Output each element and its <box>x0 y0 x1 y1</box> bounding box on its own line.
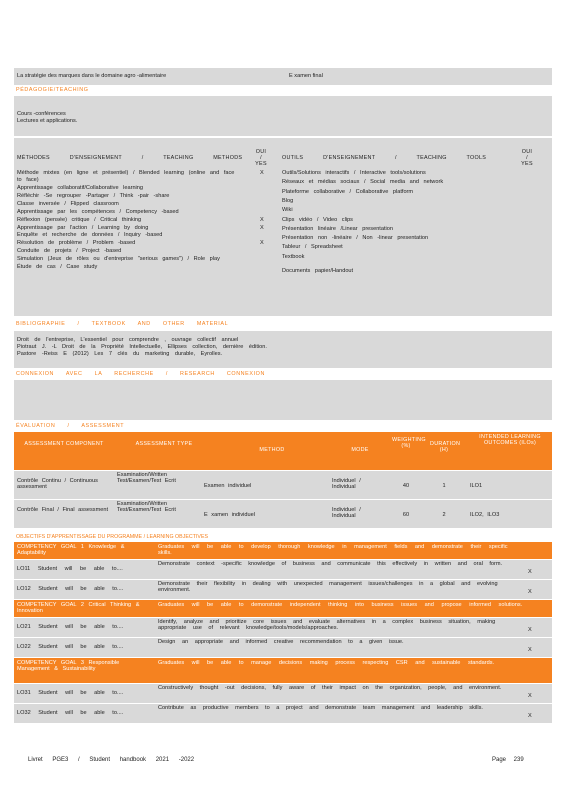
tool-item: Tableur / Spreadsheet <box>282 244 343 251</box>
lo-mark: X <box>528 589 532 595</box>
pedagogy-title: PÉDAGOGIE/TEACHING <box>16 87 89 93</box>
lo-id: LO11 Student will be able to.... <box>17 566 123 572</box>
objectives-title: OBJECTIFS D'APPRENTISSAGE DU PROGRAMME / LEARNING OBJECTIVES <box>16 534 209 540</box>
pedagogy-line-1: Cours -conférences <box>17 111 66 117</box>
lo-mark: X <box>528 693 532 699</box>
competency-goal-row <box>14 600 552 617</box>
lo-mark: X <box>528 627 532 633</box>
learning-objective-row <box>14 618 552 637</box>
competency-goal-label: COMPETENCY GOAL 1 Knowledge & Adaptability <box>17 544 125 557</box>
lo-text: Design an appropriate and informed creative recommendation to a given issue. <box>158 639 404 645</box>
method-item: Apprentissage par l'action / Learning by doing <box>17 224 149 231</box>
lo-text: Identify, analyze and prioritize core issues and evaluate alternatives in a complex business situation, making appropriate use of relevant knowledge/tools/models/approaches. <box>158 619 496 632</box>
evaluation-title: ÉVALUATION / ASSESSMENT <box>16 423 125 429</box>
evaluation-row <box>14 500 552 528</box>
method-item: Apprentissage collaboratif/Collaborative learning <box>17 185 144 191</box>
method-item: Enquête et recherche de données / Inquiry -based <box>17 232 163 239</box>
research-box <box>14 380 552 420</box>
methods-box <box>14 138 552 316</box>
eval-mode: Individuel / Individual <box>332 478 361 491</box>
method-item: Étude de cas / Case study <box>17 264 98 270</box>
lo-mark: X <box>528 569 532 575</box>
lo-mark: X <box>528 713 532 719</box>
method-item: Résolution de problème / Problem -based <box>17 240 136 247</box>
lo-id: LO21 Student will be able to.... <box>17 624 124 630</box>
learning-objective-row <box>14 638 552 657</box>
methods-yes-header: OUI / YES <box>255 149 267 167</box>
bibliography-line-2: Piotraut J. -L Droit de la Propriété Intellectuelle, Ellipses collection, dernière édition. <box>17 344 267 350</box>
eval-weighting: 40 <box>402 483 410 489</box>
header-mode: MODE <box>351 447 369 453</box>
pedagogy-box <box>14 96 552 136</box>
method-item: Méthode mixtes (en ligne et présentiel) / Blended learning (online and face to face) <box>17 170 235 183</box>
footer-page: Page 239 <box>492 757 524 763</box>
competency-goal-text: Graduates will be able to manage decisions making process respecting CSR and sustainable standards. <box>158 660 495 666</box>
lo-id: LO32 Student will be able to.... <box>17 710 124 716</box>
tool-item: Présentation linéaire /Linear presentation <box>282 225 393 232</box>
footer-left: Livret PGE3 / Student handbook 2021 -2022 <box>28 757 195 763</box>
learning-objective-row <box>14 560 552 579</box>
lo-text: Demonstrate context -specific knowledge of business and communicate this effectively in written and oral form. <box>158 561 503 567</box>
competency-goal-text: Graduates will be able to demonstrate independent thinking into business issues and propose informed solutions. <box>158 602 523 608</box>
eval-weighting: 60 <box>402 512 410 518</box>
evaluation-header-row <box>14 432 552 470</box>
lo-id: LO22 Student will be able to.... <box>17 644 124 650</box>
tool-item: Wiki <box>282 207 293 214</box>
eval-method: Examen individuel <box>204 483 252 489</box>
course-title: La stratégie des marques dans le domaine agro -alimentaire <box>17 73 167 79</box>
header-duration: DURATION (H) <box>430 441 461 454</box>
exam-type: E xamen final <box>289 73 323 79</box>
method-mark: X <box>260 224 264 231</box>
method-mark: X <box>260 216 264 223</box>
header-weighting: WEIGHTING (%) <box>392 437 426 450</box>
bibliography-box <box>14 331 552 368</box>
eval-component: Contrôle Final / Final assessment <box>17 507 109 513</box>
method-item: Simulation (Jeux de rôles ou d'entreprise "serious games") / Role play <box>17 256 220 263</box>
tools-yes-header: OUI / YES <box>521 149 533 167</box>
competency-goal-row <box>14 658 552 683</box>
method-item: Conduite de projets / Project -based <box>17 248 122 255</box>
competency-goal-text: Graduates will be able to develop thorough knowledge in management fields and demonstrate their specific skills. <box>158 544 508 557</box>
lo-text: Demonstrate their flexibility in dealing with unexpected management issues/challenges in a global and evolving environment. <box>158 581 498 594</box>
tool-item: Textbook <box>282 253 305 260</box>
eval-component: Contrôle Continu / Continuous assessment <box>17 478 98 491</box>
competency-goal-label: COMPETENCY GOAL 3 Responsible Management & Sustainability <box>17 660 120 673</box>
tool-item: Outils/Solutions interactifs / Interactive tools/solutions <box>282 170 426 176</box>
header-method: METHOD <box>259 447 285 453</box>
eval-outcomes: ILO1 <box>470 483 483 489</box>
lo-id: LO12 Student will be able to.... <box>17 586 124 592</box>
tool-item: Clips vidéo / Video clips <box>282 216 353 223</box>
method-item: Apprentissage par les compétences / Competency -based <box>17 208 179 215</box>
method-item: Réflexion (pensée) critique / Critical thinking <box>17 216 142 223</box>
bibliography-line-1: Droit de l'entreprise, L'essentiel pour comprendre , ouvrage collectif annuel <box>17 337 239 343</box>
eval-outcomes: ILO2, ILO3 <box>470 512 500 518</box>
tool-item: Réseaux et médias sociaux / Social media and network <box>282 179 444 186</box>
evaluation-row <box>14 471 552 499</box>
learning-objective-row <box>14 684 552 703</box>
lo-text: Constructively thought -out decisions, fully aware of their impact on the organization, people, and environment. <box>158 685 502 691</box>
eval-mode: Individuel / Individual <box>332 507 361 520</box>
lo-id: LO31 Student will be able to.... <box>17 690 124 696</box>
competency-goal-row <box>14 542 552 559</box>
bibliography-line-3: Pastore -Reiss E (2012) Les 7 clés du marketing durable, Eyrolles. <box>17 351 223 357</box>
tool-item: Documents papier/Handout <box>282 268 354 274</box>
header-component: ASSESSMENT COMPONENT <box>24 441 104 447</box>
bibliography-title: BIBLIOGRAPHIE / TEXTBOOK AND OTHER MATERIAL <box>16 321 229 327</box>
lo-text: Contribute as productive members to a project and demonstrate team management and leadership skills. <box>158 705 483 711</box>
method-item: Classe inversée / Flipped classroom <box>17 200 119 207</box>
methods-header: MÉTHODES D'ENSEIGNEMENT / TEACHING METHODS <box>17 155 243 161</box>
tool-item: Présentation non -linéaire / Non -linear presentation <box>282 235 429 242</box>
eval-method: E xamen individuel <box>204 512 255 518</box>
tool-item: Plateforme collaborative / Collaborative platform <box>282 188 414 195</box>
eval-type: Examination/Written Test/Examen/Test Ecrit <box>117 501 176 514</box>
method-mark: X <box>260 170 264 176</box>
competency-goal-label: COMPETENCY GOAL 2 Critical Thinking & Innovation <box>17 602 140 615</box>
tools-header: OUTILS D'ENSEIGNEMENT / TEACHING TOOLS <box>282 155 487 161</box>
pedagogy-line-2: Lectures et applications. <box>17 118 78 124</box>
lo-mark: X <box>528 647 532 653</box>
learning-objective-row <box>14 704 552 723</box>
header-type: ASSESSMENT TYPE <box>135 441 193 447</box>
research-title: CONNEXION AVEC LA RECHERCHE / RESEARCH CONNEXION <box>16 371 265 377</box>
header-outcomes: INTENDED LEARNING OUTCOMES (ILOs) <box>479 434 541 447</box>
eval-duration: 1 <box>442 483 446 489</box>
method-mark: X <box>260 240 264 247</box>
learning-objective-row <box>14 580 552 599</box>
course-title-row <box>14 68 552 85</box>
method-item: Réfléchir -Se regrouper -Partager / Think -pair -share <box>17 192 170 199</box>
eval-duration: 2 <box>442 512 446 518</box>
eval-type: Examination/Written Test/Examen/Test Ecrit <box>117 472 176 485</box>
tool-item: Blog <box>282 197 294 204</box>
